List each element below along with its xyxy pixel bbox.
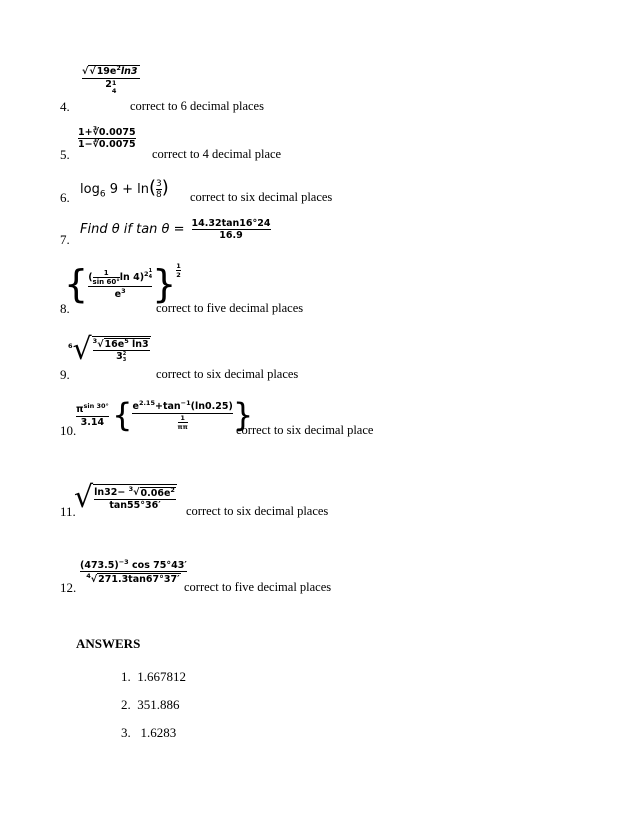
formula-9: $^6$√ $^3√16e^5$ ln3 32 3	[68, 332, 149, 367]
problem-instruction: correct to six decimal places	[190, 190, 333, 204]
formula-4	[82, 64, 140, 95]
formula-7: Find θ if tan θ = $\frac{14.32\tan 16^\circ 24}{16.9}$	[80, 218, 271, 241]
answers-heading: ANSWERS	[76, 636, 141, 651]
answer-number: 3.	[121, 725, 131, 740]
answer-value: 1.667812	[137, 669, 186, 684]
formula-5-fraction	[78, 127, 136, 150]
formula-5	[78, 127, 136, 150]
formula-5-numerator: 1+∛0.0075	[78, 127, 136, 138]
answer-item	[121, 669, 186, 685]
formula-6: $\log_6 9 + \ln(\frac{3}{8}$ )	[80, 177, 169, 200]
formula-7-fraction: $\frac{14.32\tan 16^\circ 24}{16.9}$	[191, 218, 271, 241]
problem-number: 12.	[60, 580, 77, 595]
problem-instruction: correct to five decimal places	[156, 301, 304, 315]
problem-instruction: correct to 4 decimal place	[152, 147, 282, 161]
problem-number: 4.	[60, 99, 70, 114]
problem-number: 11.	[60, 504, 76, 519]
problem-number: 8.	[60, 301, 70, 316]
problem-instruction: correct to six decimal place	[236, 423, 374, 437]
formula-10: $\frac{\pi^{sin 30^\circ}}{3.14}$ { $e^{2.15}+\tan^{-1}(\ln 0.25)$ $\frac{1}{\pi\pi}$ }	[76, 396, 254, 434]
formula-4-denominator: 21 4	[82, 78, 140, 95]
problem-instruction: correct to six decimal places	[156, 367, 299, 381]
problem-number: 7.	[60, 232, 70, 247]
problem-number: 10.	[60, 423, 77, 438]
formula-4-numerator: $√√19e^2\ln 3$	[82, 64, 138, 78]
problem-instruction: correct to five decimal places	[184, 580, 332, 594]
formula-11: √ $\frac{\ln 32- ^3√0.06e^2}{\tan 55^\circ 36'}$	[74, 480, 175, 515]
answer-number: 1.	[121, 669, 131, 684]
formula-4-fraction	[82, 64, 140, 95]
problem-instruction: correct to 6 decimal places	[130, 99, 264, 113]
answer-value: 1.6283	[140, 725, 177, 740]
answer-item	[121, 725, 176, 741]
formula-12: $\frac{(473.5)^{-3} \cos 75^\circ 43'}{^4√271.3\tan 67^\circ 37'}$	[80, 558, 187, 586]
formula-8: { ($\frac{1}{\sin 60^\circ}$ ln 4)$^{21 4}$ $e^3$ }$^{\frac{1}{2}}$	[64, 262, 181, 306]
problem-number: 6.	[60, 190, 70, 205]
problem-instruction: correct to six decimal places	[186, 504, 329, 518]
problem-number: 9.	[60, 367, 70, 382]
problem-number: 5.	[60, 147, 70, 162]
formula-5-denominator: 1−∛0.0075	[78, 139, 136, 150]
answer-item	[121, 697, 180, 713]
answer-number: 2.	[121, 697, 131, 712]
answer-value: 351.886	[137, 697, 180, 712]
